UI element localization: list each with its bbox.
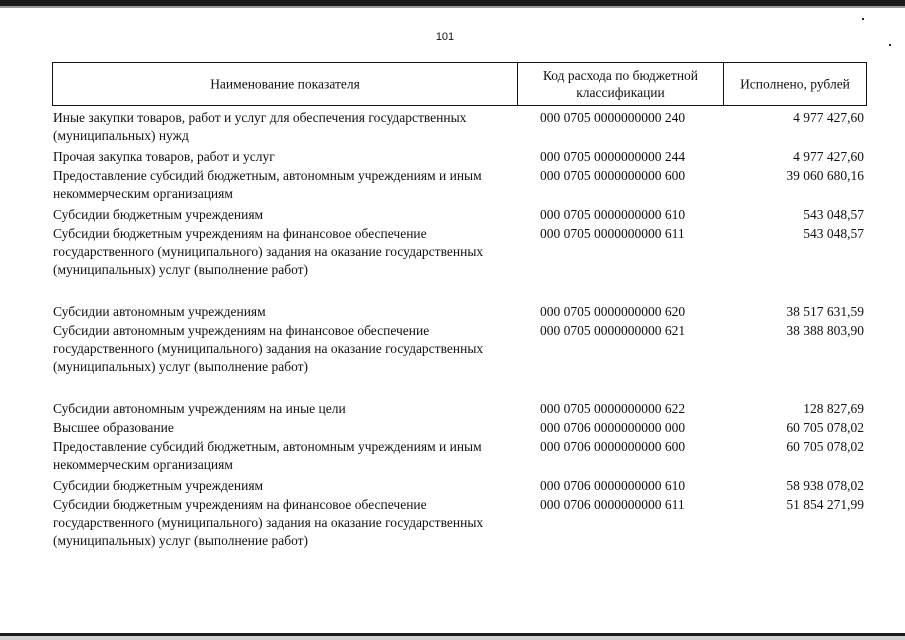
row-name: Предоставление субсидий бюджетным, автономным учреждениям и иным некоммерческим организациям xyxy=(53,439,482,472)
header-executed-label: Исполнено, рублей xyxy=(740,76,850,92)
row-code: 000 0705 0000000000 622 xyxy=(540,401,686,416)
row-value: 39 060 680,16 xyxy=(786,168,864,183)
header-cell-executed xyxy=(723,62,867,106)
row-value: 4 977 427,60 xyxy=(793,149,864,164)
row-value: 51 854 271,99 xyxy=(786,497,864,512)
row-value: 38 388 803,90 xyxy=(786,323,864,338)
row-code: 000 0705 0000000000 621 xyxy=(540,323,686,338)
scan-top-shadow xyxy=(0,6,905,8)
row-name: Субсидии бюджетным учреждениям xyxy=(53,478,264,493)
row-name: Субсидии бюджетным учреждениям на финансовое обеспечение государственного (муниципального) задания на оказание государственных (муниципальных) услуг (выполнение работ) xyxy=(53,226,484,277)
header-cell-name xyxy=(52,62,517,106)
page-number: 101 xyxy=(435,31,455,43)
row-value: 58 938 078,02 xyxy=(786,478,864,493)
row-name: Субсидии автономным учреждениям xyxy=(53,304,266,319)
row-name: Субсидии автономным учреждениям на иные цели xyxy=(53,401,346,416)
scan-bottom-shadow xyxy=(0,636,905,640)
row-name: Высшее образование xyxy=(53,420,174,435)
row-code: 000 0706 0000000000 600 xyxy=(540,439,686,454)
row-value: 60 705 078,02 xyxy=(786,439,864,454)
row-code: 000 0706 0000000000 000 xyxy=(540,420,686,435)
row-name: Иные закупки товаров, работ и услуг для обеспечения государственных (муниципальных) нужд xyxy=(53,110,467,143)
row-code: 000 0705 0000000000 600 xyxy=(540,168,686,183)
row-value: 38 517 631,59 xyxy=(786,304,864,319)
scan-speck xyxy=(889,44,891,46)
row-name: Субсидии бюджетным учреждениям на финансовое обеспечение государственного (муниципального) задания на оказание государственных (муниципальных) услуг (выполнение работ) xyxy=(53,497,484,548)
row-value: 60 705 078,02 xyxy=(786,420,864,435)
row-value: 543 048,57 xyxy=(803,207,864,222)
row-code: 000 0705 0000000000 620 xyxy=(540,304,686,319)
row-value: 4 977 427,60 xyxy=(793,110,864,125)
row-code: 000 0705 0000000000 610 xyxy=(540,207,686,222)
row-code: 000 0705 0000000000 611 xyxy=(540,226,685,241)
row-code: 000 0706 0000000000 610 xyxy=(540,478,686,493)
row-code: 000 0705 0000000000 244 xyxy=(540,149,686,164)
row-name: Прочая закупка товаров, работ и услуг xyxy=(53,149,275,164)
header-code-label: Код расхода по бюджетной классификации xyxy=(542,68,699,100)
row-name: Субсидии бюджетным учреждениям xyxy=(53,207,264,222)
header-name-label: Наименование показателя xyxy=(210,76,360,92)
header-cell-code xyxy=(517,62,723,106)
row-value: 543 048,57 xyxy=(803,226,864,241)
row-code: 000 0706 0000000000 611 xyxy=(540,497,685,512)
row-code: 000 0705 0000000000 240 xyxy=(540,110,686,125)
row-name: Субсидии автономным учреждениям на финансовое обеспечение государственного (муниципального) задания на оказание государственных (муниципальных) услуг (выполнение работ) xyxy=(53,323,484,374)
row-value: 128 827,69 xyxy=(803,401,864,416)
scan-speck xyxy=(862,18,864,20)
row-name: Предоставление субсидий бюджетным, автономным учреждениям и иным некоммерческим организациям xyxy=(53,168,482,201)
